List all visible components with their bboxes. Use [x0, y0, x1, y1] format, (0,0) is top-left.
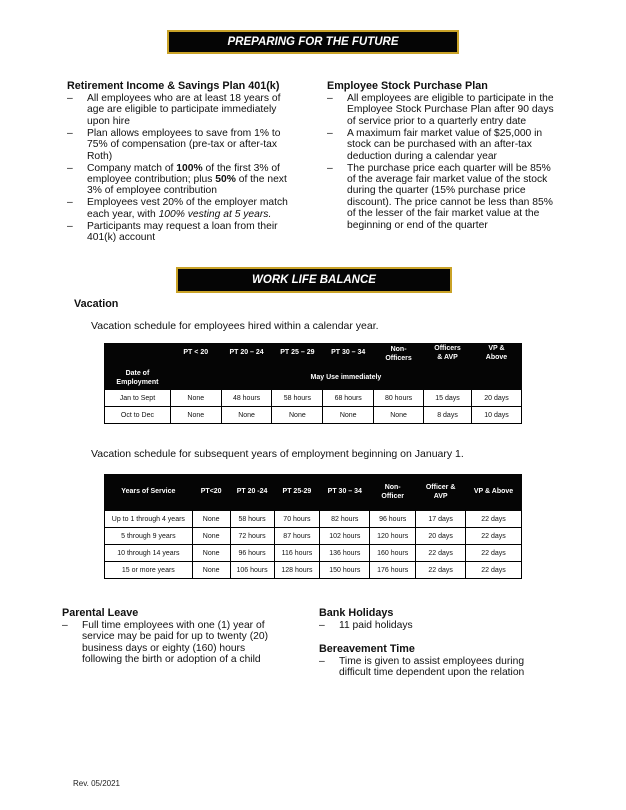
bereavement-section — [319, 643, 549, 679]
table-cell: 120 hours — [370, 528, 416, 545]
vacation-table-new-hires — [104, 343, 522, 424]
table-header: PT 30 – 34 — [320, 475, 370, 511]
list-item: – The purchase price each quarter will be 85% of the average fair market value of the stock during the quarter (15% purchase price discount). The price cannot be less than 85% of the lesser of the fair market value at the beginning or end of the quarter — [327, 163, 559, 231]
bereavement-list — [319, 656, 549, 679]
table-cell: None — [272, 407, 323, 424]
table-cell: Jan to Sept — [105, 390, 171, 407]
table-cell: 10 days — [472, 407, 522, 424]
table-row — [105, 511, 522, 528]
stock-title: Employee Stock Purchase Plan — [327, 80, 488, 92]
table-cell: None — [192, 528, 230, 545]
table-row — [105, 407, 522, 424]
table-cell: 106 hours — [230, 562, 274, 579]
table-header: PT 30 – 34 — [323, 344, 374, 368]
banner-title: PREPARING FOR THE FUTURE — [227, 36, 399, 48]
table-cell: 22 days — [416, 562, 466, 579]
table-cell: Up to 1 through 4 years — [105, 511, 193, 528]
holidays-title: Bank Holidays — [319, 607, 394, 619]
table-cell: 15 days — [424, 390, 472, 407]
table-cell: 22 days — [416, 545, 466, 562]
retirement-title: Retirement Income & Savings Plan 401(k) — [67, 80, 280, 92]
table-header: PT 25-29 — [274, 475, 320, 511]
table-cell: 20 days — [416, 528, 466, 545]
use-note: May Use immediately — [170, 368, 521, 390]
table-cell: None — [170, 390, 221, 407]
table-cell: 96 hours — [230, 545, 274, 562]
vacation-title: Vacation — [74, 298, 119, 310]
table-cell: 58 hours — [230, 511, 274, 528]
table-header: Officers & AVP — [424, 344, 472, 368]
table-cell: 15 or more years — [105, 562, 193, 579]
table-header: PT 25 – 29 — [272, 344, 323, 368]
table-cell: None — [170, 407, 221, 424]
table-cell: 150 hours — [320, 562, 370, 579]
table-header: VP & Above — [472, 344, 522, 368]
table-cell: 96 hours — [370, 511, 416, 528]
retirement-section — [67, 80, 289, 244]
table-header: Officer & AVP — [416, 475, 466, 511]
list-item: – 11 paid holidays — [319, 620, 549, 631]
vacation-table-subsequent — [104, 474, 522, 579]
table-header: PT < 20 — [170, 344, 221, 368]
table-cell: 82 hours — [320, 511, 370, 528]
table-cell: None — [221, 407, 272, 424]
vacation-caption-2: Vacation schedule for subsequent years of employment beginning on January 1. — [91, 448, 464, 460]
banner-title: WORK LIFE BALANCE — [252, 274, 376, 286]
parental-section — [62, 607, 288, 666]
table-cell: 48 hours — [221, 390, 272, 407]
table-row — [105, 528, 522, 545]
table-cell: 22 days — [466, 562, 522, 579]
parental-list — [62, 620, 288, 666]
table-cell: None — [192, 545, 230, 562]
list-item: – Employees vest 20% of the employer match each year, with 100% vesting at 5 years. — [67, 197, 289, 220]
table-cell: 20 days — [472, 390, 522, 407]
table-cell: 68 hours — [323, 390, 374, 407]
table-header: VP & Above — [466, 475, 522, 511]
list-item: – A maximum fair market value of $25,000 in stock can be purchased with an after-tax deduction during a calendar year — [327, 128, 559, 162]
table-header: Non-Officers — [374, 344, 424, 368]
table-row — [105, 390, 522, 407]
match-percent: 100% — [176, 162, 203, 174]
list-item: – Participants may request a loan from their 401(k) account — [67, 221, 289, 244]
table-header — [105, 344, 171, 368]
table-cell: 8 days — [424, 407, 472, 424]
bereavement-title: Bereavement Time — [319, 643, 415, 655]
table-header: PT<20 — [192, 475, 230, 511]
list-item: – Full time employees with one (1) year of service may be paid for up to twenty (20) business days or eighty (160) hours following the birth or adoption of a child — [62, 620, 288, 666]
row-label-header: Date of Employment — [105, 368, 171, 390]
match-percent-2: 50% — [215, 174, 236, 186]
table-row — [105, 545, 522, 562]
table-header: PT 20 -24 — [230, 475, 274, 511]
table-cell: 72 hours — [230, 528, 274, 545]
table-cell: 17 days — [416, 511, 466, 528]
revision-footer: Rev. 05/2021 — [73, 779, 120, 788]
stock-section — [327, 80, 559, 232]
table-cell: 22 days — [466, 545, 522, 562]
table-cell: 176 hours — [370, 562, 416, 579]
table-cell: 10 through 14 years — [105, 545, 193, 562]
table-cell: 22 days — [466, 528, 522, 545]
table-cell: 160 hours — [370, 545, 416, 562]
table-row — [105, 562, 522, 579]
table-header: Non-Officer — [370, 475, 416, 511]
holidays-section — [319, 607, 549, 632]
list-item: – Company match of 100% of the first 3% of employee contribution; plus 50% of the next 3% of employee contribution — [67, 163, 289, 197]
table-header: Years of Service — [105, 475, 193, 511]
table-cell: 70 hours — [274, 511, 320, 528]
table-cell: None — [192, 511, 230, 528]
list-item: – Plan allows employees to save from 1% to 75% of compensation (pre-tax or after-tax Roth) — [67, 128, 289, 162]
holidays-list — [319, 620, 549, 631]
table-cell: 58 hours — [272, 390, 323, 407]
preparing-future-banner — [167, 30, 459, 54]
table-cell: 128 hours — [274, 562, 320, 579]
table-cell: 136 hours — [320, 545, 370, 562]
list-item: – All employees are eligible to participate in the Employee Stock Purchase Plan after 90 days of service prior to a quarterly entry date — [327, 93, 559, 127]
table-cell: 87 hours — [274, 528, 320, 545]
work-life-banner — [176, 267, 452, 293]
table-cell: None — [323, 407, 374, 424]
vacation-caption-1: Vacation schedule for employees hired within a calendar year. — [91, 320, 379, 332]
table-cell: None — [192, 562, 230, 579]
parental-title: Parental Leave — [62, 607, 139, 619]
stock-list — [327, 93, 559, 231]
vesting-emphasis: 100% vesting at 5 years. — [158, 208, 272, 220]
table-cell: 80 hours — [374, 390, 424, 407]
table-cell: Oct to Dec — [105, 407, 171, 424]
table-cell: 102 hours — [320, 528, 370, 545]
table-cell: 5 through 9 years — [105, 528, 193, 545]
retirement-list — [67, 93, 289, 244]
list-item: – Time is given to assist employees during difficult time dependent upon the relation — [319, 656, 549, 679]
table-cell: 116 hours — [274, 545, 320, 562]
list-item: – All employees who are at least 18 years of age are eligible to participate immediately upon hire — [67, 93, 289, 127]
table-cell: 22 days — [466, 511, 522, 528]
table-header: PT 20 – 24 — [221, 344, 272, 368]
table-cell: None — [374, 407, 424, 424]
